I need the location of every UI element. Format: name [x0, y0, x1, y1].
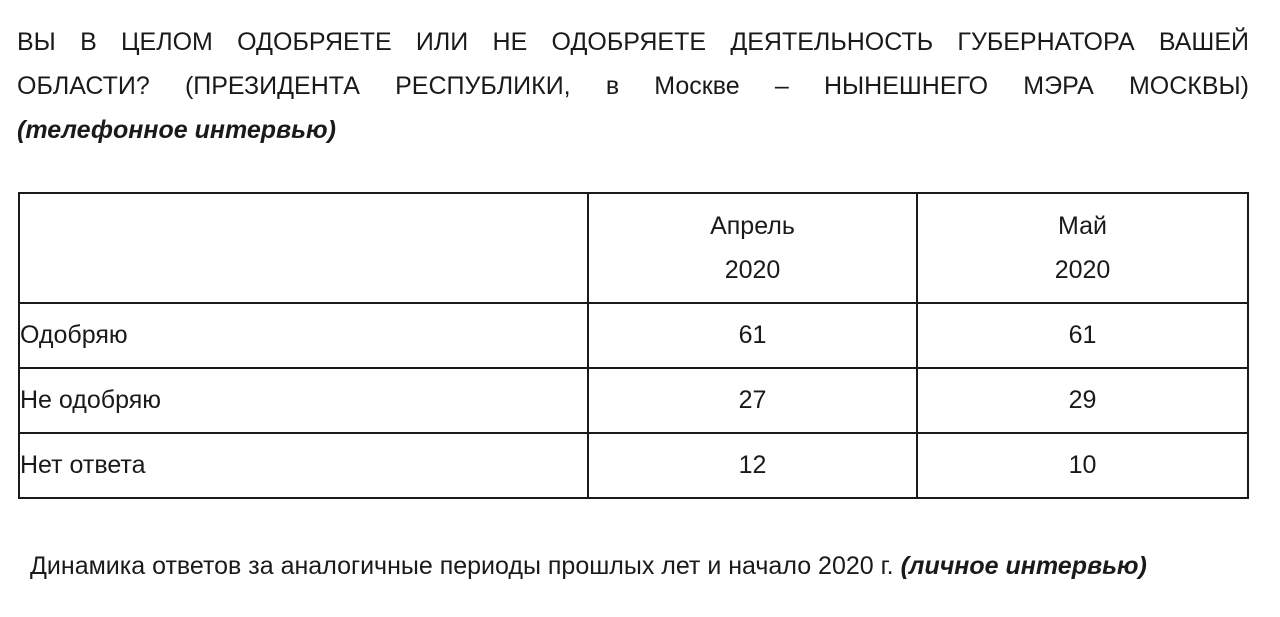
question-line-1: ВЫ В ЦЕЛОМ ОДОБРЯЕТЕ ИЛИ НЕ ОДОБРЯЕТЕ ДЕЯТЕЛЬНОСТЬ ГУБЕРНАТОРА ВАШЕЙ	[17, 28, 1249, 56]
header-month: Апрель	[710, 212, 795, 240]
table-row	[19, 368, 1248, 433]
row-label: Не одобряю	[19, 368, 588, 433]
header-month: Май	[1058, 212, 1107, 240]
header-year: 2020	[1054, 256, 1111, 284]
header-april-2020	[588, 193, 917, 303]
cell-value: 61	[917, 303, 1248, 368]
cell-value: 29	[917, 368, 1248, 433]
table-row	[19, 303, 1248, 368]
table-row	[19, 433, 1248, 498]
footnote-text: Динамика ответов за аналогичные периоды прошлых лет и начало 2020 г.	[30, 552, 901, 580]
results-table	[18, 192, 1249, 499]
survey-question	[17, 20, 1249, 152]
header-may-2020	[917, 193, 1248, 303]
header-empty-cell	[19, 193, 588, 303]
table-header-row	[19, 193, 1248, 303]
question-method-note: (телефонное интервью)	[17, 116, 336, 144]
cell-value: 27	[588, 368, 917, 433]
cell-value: 12	[588, 433, 917, 498]
cell-value: 10	[917, 433, 1248, 498]
dynamics-footnote	[30, 549, 1147, 583]
header-year: 2020	[724, 256, 781, 284]
row-label: Одобряю	[19, 303, 588, 368]
question-line-2: ОБЛАСТИ? (ПРЕЗИДЕНТА РЕСПУБЛИКИ, в Москве – НЫНЕШНЕГО МЭРА МОСКВЫ)	[17, 72, 1249, 100]
cell-value: 61	[588, 303, 917, 368]
footnote-method-note: (личное интервью)	[900, 552, 1147, 580]
row-label: Нет ответа	[19, 433, 588, 498]
